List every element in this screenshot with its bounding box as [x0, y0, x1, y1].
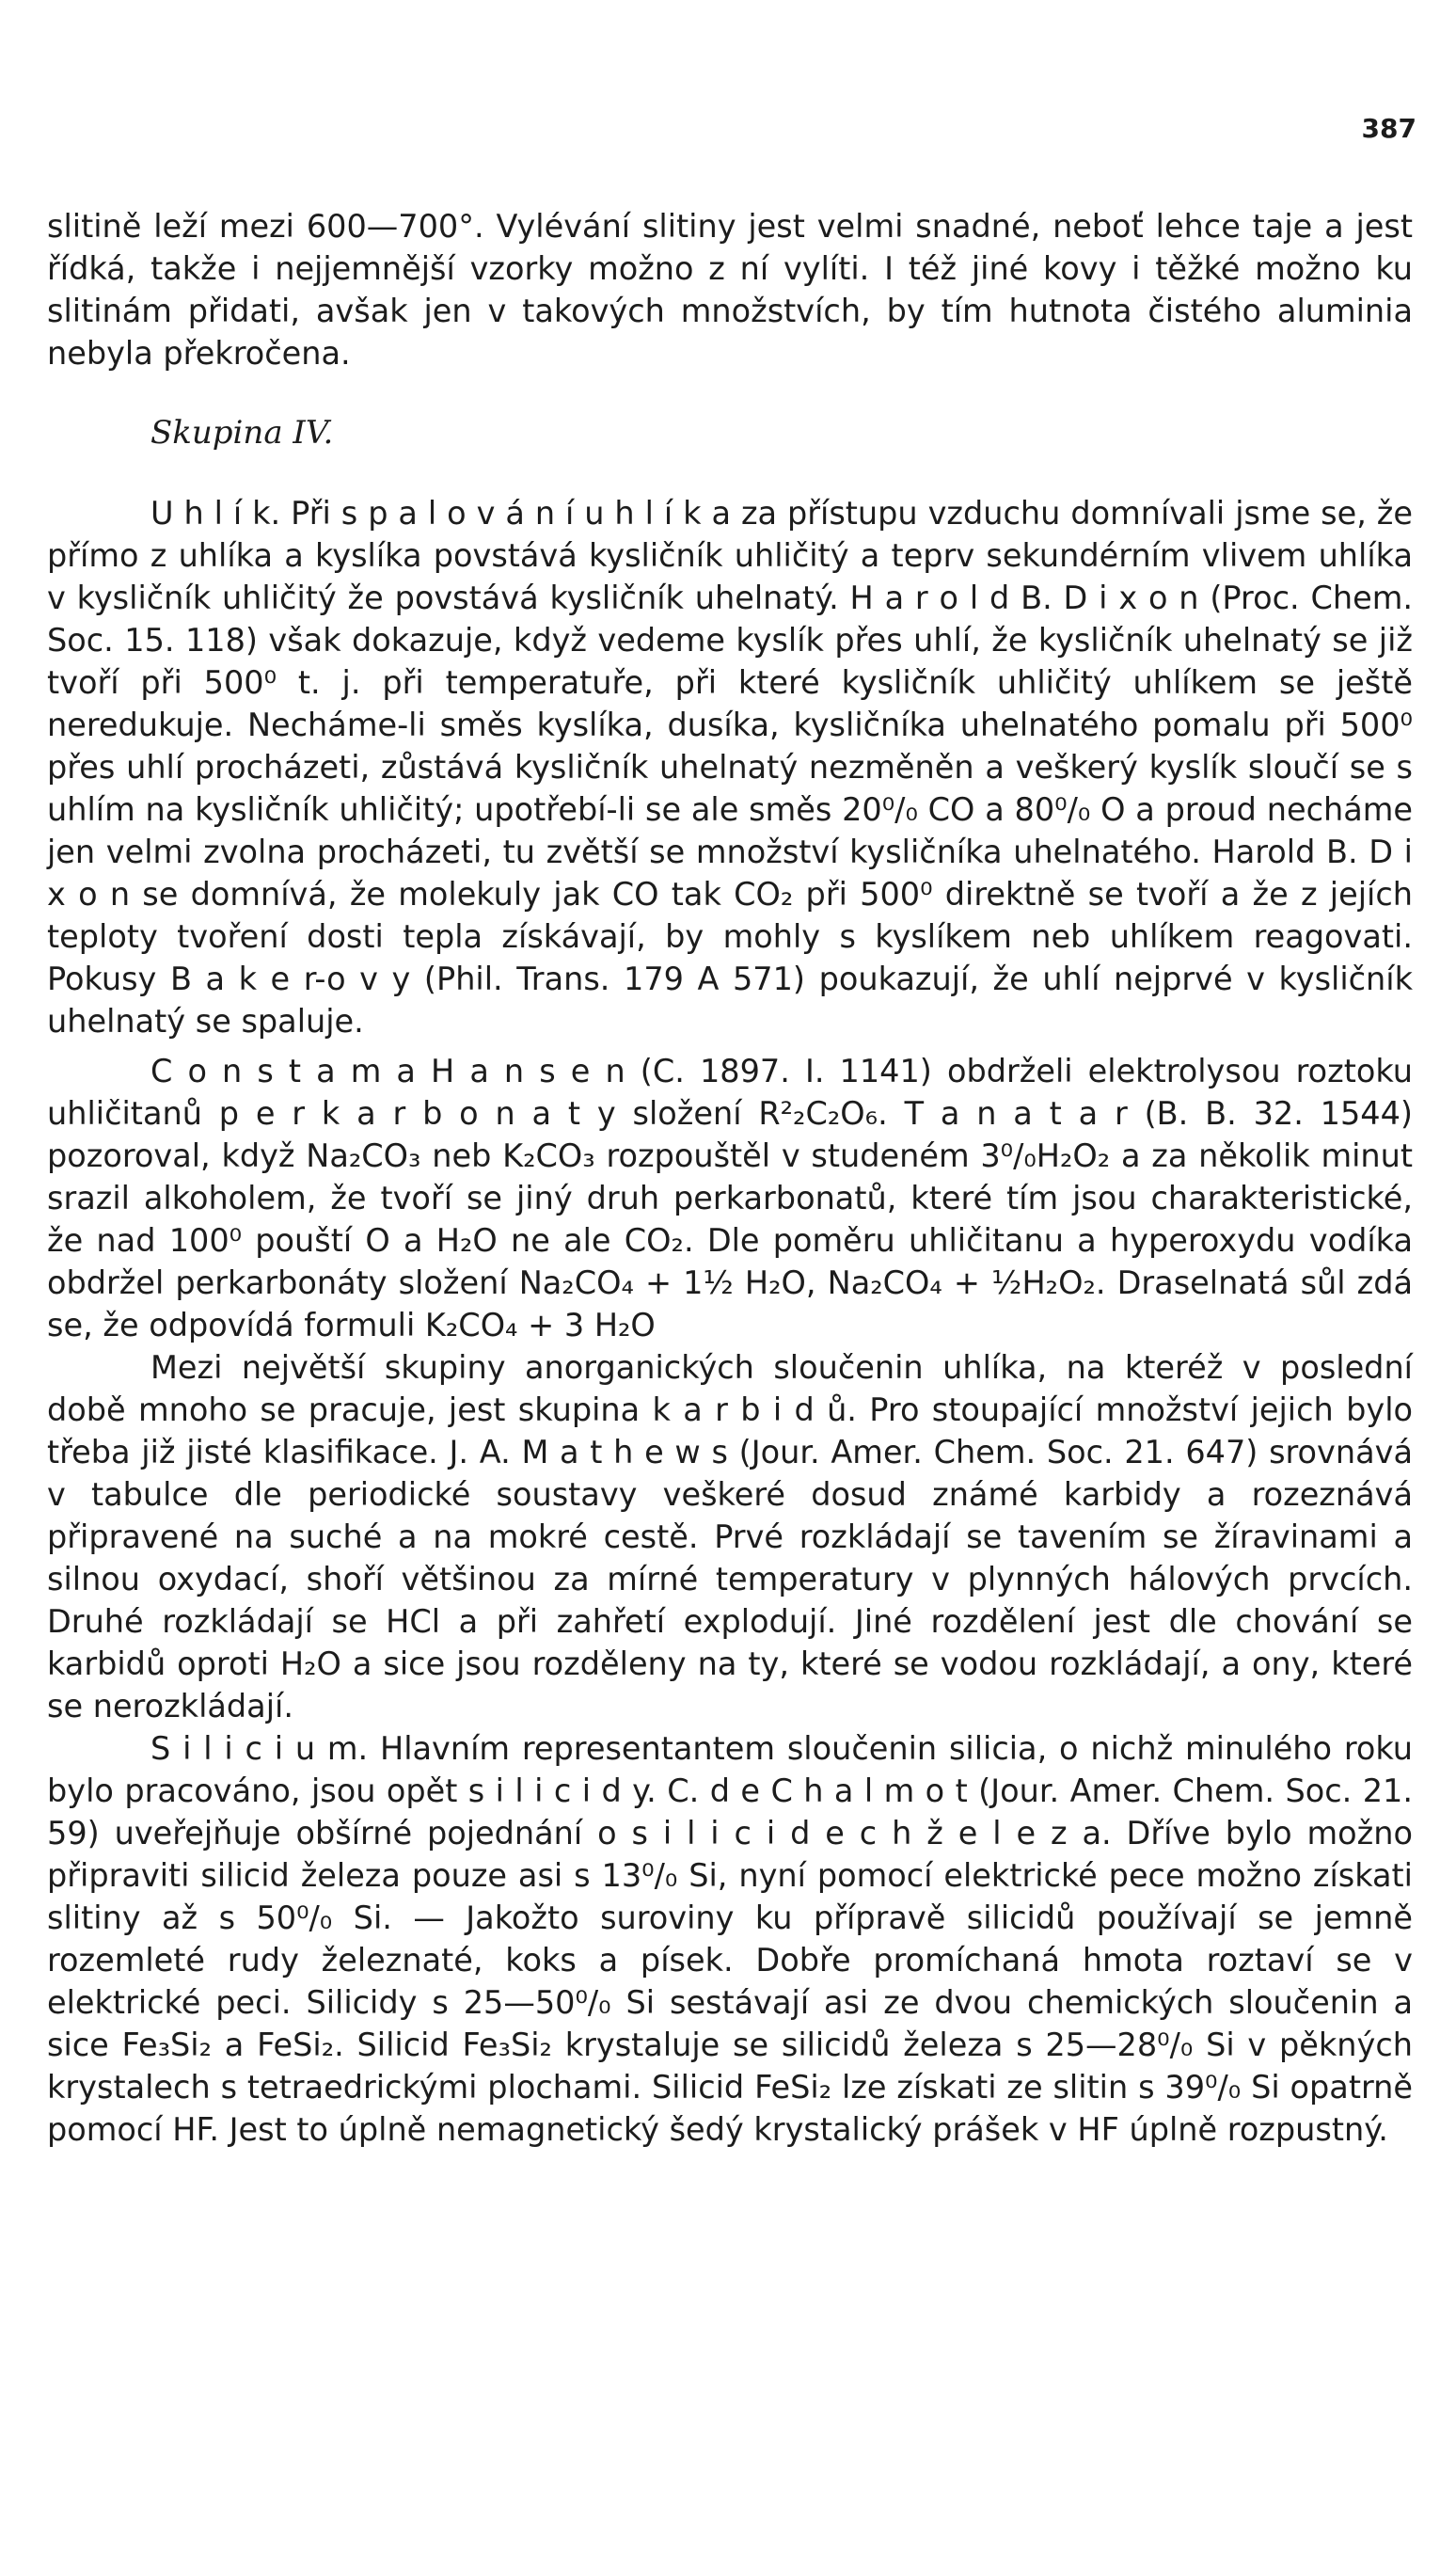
spacer — [47, 374, 1413, 412]
spacer — [47, 454, 1413, 492]
section-heading: Skupina IV. — [150, 414, 334, 452]
page-number: 387 — [1361, 113, 1416, 144]
paragraph-aluminium-end: slitině leží mezi 600—700°. Vylévání slitiny jest velmi snadné, neboť lehce taje a jest řídká, takže i nejjemnější vzorky možno z ní vylíti. I též jiné kovy i těžké možno ku slitinám přidati, avšak jen v takových množstvích, by tím hutnota čistého aluminia nebyla překročena. — [47, 208, 1413, 372]
spacer — [47, 1042, 1413, 1050]
paragraph-karbidy: Mezi největší skupiny anorganických sloučenin uhlíka, na kteréž v poslední době mnoho se pracuje, jest skupina k a r b i d ů. Pro stoupající množství jejich bylo třeba již jisté klasifikace. J. A. M a t h e w s (Jour. Amer. Chem. Soc. 21. 647) srovnává v tabulce dle periodické soustavy veškeré dosud známé karbidy a rozeznává připravené na suché a na mokré cestě. Prvé rozkládají se tavením se žíravinami a silnou oxydací, shoří většinou za mírné temperatury v plynných hálových prvcích. Druhé rozkládají se HCl a při zahřetí explodují. Jiné rozdělení jest dle chování se karbidů oproti H₂O a sice jsou rozděleny na ty, které se vodou rozkládají, a ony, které se nerozkládají. — [47, 1349, 1413, 1725]
page-body — [47, 205, 1413, 2151]
paragraph-uhlik: U h l í k. Při s p a l o v á n í u h l í k a za přístupu vzduchu domnívali jsme se, že přímo z uhlíka a kyslíka povstává kysličník uhličitý a teprv sekundérním vlivem uhlíka v kysličník uhličitý že povstává kysličník uhelnatý. H a r o l d B. D i x o n (Proc. Chem. Soc. 15. 118) však dokazuje, když vedeme kyslík přes uhlí, že kysličník uhelnatý se již tvoří při 500⁰ t. j. při temperatuře, při které kysličník uhličitý uhlíkem se ještě neredukuje. Necháme-li směs kyslíka, dusíka, kysličníka uhelnatého pomalu při 500⁰ přes uhlí procházeti, zůstává kysličník uhelnatý nezměněn a veškerý kyslík sloučí se s uhlím na kysličník uhličitý; upotřebí-li se ale směs 20⁰/₀ CO a 80⁰/₀ O a proud necháme jen velmi zvolna procházeti, tu zvětší se množství kysličníka uhelnatého. Harold B. D i x o n se domnívá, že molekuly jak CO tak CO₂ při 500⁰ direktně se tvoří a že z jejích teploty tvoření dosti tepla získávají, by mohly s kyslíkem neb uhlíkem reagovati. Pokusy B a k e r-o v y (Phil. Trans. 179 A 571) poukazují, že uhlí nejprvé v kysličník uhelnatý se spaluje. — [47, 495, 1413, 1040]
paragraph-perkarbonaty: C o n s t a m a H a n s e n (C. 1897. I. 1141) obdrželi elektrolysou roztoku uhličitanů p e r k a r b o n a t y složení R²₂C₂O₆. T a n a t a r (B. B. 32. 1544) pozoroval, když Na₂CO₃ neb K₂CO₃ rozpouštěl v studeném 3⁰/₀H₂O₂ a za několik minut srazil alkoholem, že tvoří se jiný druh perkarbonatů, které tím jsou charakteristické, že nad 100⁰ pouští O a H₂O ne ale CO₂. Dle poměru uhličitanu a hyperoxydu vodíka obdržel perkarbonáty složení Na₂CO₄ + 1½ H₂O, Na₂CO₄ + ½H₂O₂. Draselnatá sůl zdá se, že odpovídá formuli K₂CO₄ + 3 H₂O — [47, 1053, 1413, 1343]
paragraph-silicium: S i l i c i u m. Hlavním representantem sloučenin silicia, o nichž minulého roku bylo pracováno, jsou opět s i l i c i d y. C. d e C h a l m o t (Jour. Amer. Chem. Soc. 21. 59) uveřejňuje obšírné pojednání o s i l i c i d e c h ž e l e z a. Dříve bylo možno připraviti silicid železa pouze asi s 13⁰/₀ Si, nyní pomocí elektrické pece možno získati slitiny až s 50⁰/₀ Si. — Jakožto suroviny ku přípravě silicidů používají se jemně rozemleté rudy železnaté, koks a písek. Dobře promíchaná hmota roztaví se v elektrické peci. Silicidy s 25—50⁰/₀ Si sestávají asi ze dvou chemických sloučenin a sice Fe₃Si₂ a FeSi₂. Silicid Fe₃Si₂ krystaluje se silicidů železa s 25—28⁰/₀ Si v pěkných krystalech s tetraedrickými plochami. Silicid FeSi₂ lze získati ze slitin s 39⁰/₀ Si opatrně pomocí HF. Jest to úplně nemagnetický šedý krystalický prášek v HF úplně rozpustný. — [47, 1730, 1413, 2148]
